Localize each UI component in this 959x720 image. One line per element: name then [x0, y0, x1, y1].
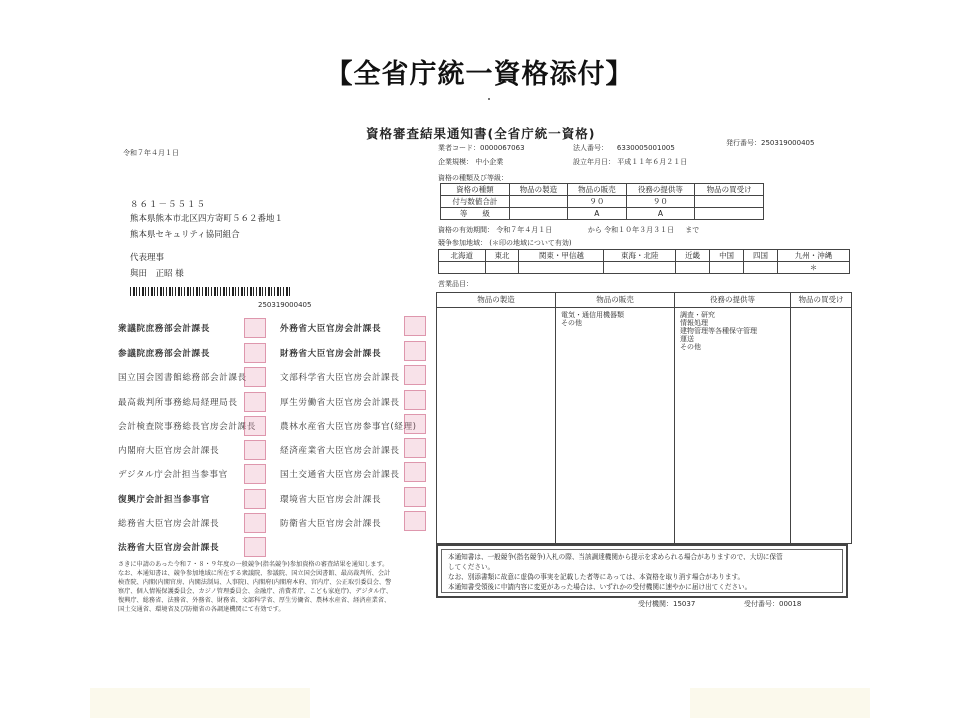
- issue-number-label: 発行番号：: [726, 139, 761, 147]
- clerk-left-2: 参議院庶務部会計課長: [118, 349, 210, 359]
- corporate-number-label: 法人番号：: [573, 144, 608, 152]
- qualification-heading: 資格の種類及び等級：: [438, 174, 508, 182]
- qualification-document: [108, 112, 854, 612]
- barcode-id: 250319000405: [258, 301, 312, 309]
- seal-stamp: [404, 487, 426, 507]
- reception-number-value: 00018: [779, 600, 802, 608]
- footnote-line: 検査院、内閣(内閣官房、内閣法制局、人事院)、内閣府(内閣府本府、宮内庁、公正取引委員会、警: [118, 579, 392, 586]
- list-item: その他: [561, 319, 582, 327]
- region-cell: 近畿: [676, 250, 710, 262]
- table-header-cell: 物品の製造: [509, 184, 567, 196]
- notice-date: 令和７年４月１日: [123, 149, 179, 157]
- region-mark: [676, 262, 710, 274]
- sales-header-services: 役務の提供等: [710, 295, 755, 304]
- divider: [790, 293, 791, 543]
- validity-from: 令和７年４月１日: [496, 226, 553, 234]
- table-row: [441, 196, 764, 208]
- divider: [555, 293, 556, 543]
- footnote-line: 察庁、個人情報保護委員会、カジノ管理委員会、金融庁、消費者庁、こども家庭庁)、デジタル庁、: [118, 588, 393, 595]
- clerk-left-6: 内閣府大臣官房会計課長: [118, 446, 220, 456]
- founding-date-label: 設立年月日：: [573, 158, 615, 166]
- notice-text: [441, 549, 843, 593]
- organization-name: 熊本県セキュリティ協同組合: [130, 230, 240, 240]
- seal-stamp: [404, 341, 426, 361]
- table-cell: ９０: [626, 196, 695, 208]
- document-title: 資格審査結果通知書(全省庁統一資格): [366, 126, 596, 141]
- list-item: 情報処理: [680, 319, 708, 327]
- clerk-left-5: 会計検査院事務総長官房会計課長: [118, 422, 256, 432]
- barcode: [130, 287, 290, 296]
- sales-items-label: 営業品目：: [438, 280, 473, 288]
- seal-stamp: [244, 489, 266, 509]
- clerk-right-1: 外務省大臣官房会計課長: [280, 324, 382, 334]
- seal-stamp: [404, 414, 426, 434]
- seal-stamp: [244, 392, 266, 412]
- vendor-code-label: 業者コード：: [438, 144, 480, 152]
- region-mark: [439, 262, 486, 274]
- table-cell: 等 級: [441, 208, 510, 220]
- divider: [674, 293, 675, 543]
- list-item: その他: [680, 343, 701, 351]
- table-cell: 付与数値合計: [441, 196, 510, 208]
- region-cell: 北海道: [439, 250, 486, 262]
- table-header-cell: 物品の買受け: [695, 184, 764, 196]
- table-row: [439, 262, 850, 274]
- seal-stamp: [244, 537, 266, 557]
- region-note: (＊印の地域について有効): [489, 239, 572, 247]
- region-mark: [710, 262, 744, 274]
- region-cell: 九州・沖縄: [777, 250, 849, 262]
- clerk-right-4: 厚生労働省大臣官房会計課長: [280, 398, 400, 408]
- reception-organization-value: 15037: [673, 600, 696, 608]
- region-label: 競争参加地域：: [438, 239, 487, 247]
- clerk-right-9: 防衛省大臣官房会計課長: [280, 519, 382, 529]
- table-cell: [695, 196, 764, 208]
- region-cell: 東海・北陸: [604, 250, 676, 262]
- company-size-value: 中小企業: [475, 158, 504, 166]
- list-item: 運送: [680, 335, 694, 343]
- validity-to: 令和１０年３月３１日: [604, 226, 675, 234]
- notice-line: なお、別添書類に故意に虚偽の事実を記載した者等にあっては、本資格を取り消す場合があります。: [448, 573, 745, 581]
- table-cell: A: [568, 208, 626, 220]
- seal-stamp: [244, 464, 266, 484]
- seal-stamp: [404, 511, 426, 531]
- footnote-line: さきに申請のあった令和７・８・９年度の一般競争(指名競争)参加資格の審査結果を通知します。: [118, 561, 389, 568]
- seal-stamp: [244, 367, 266, 387]
- list-item: 電気・通信用機器類: [561, 311, 624, 319]
- table-header-cell: 役務の提供等: [626, 184, 695, 196]
- region-cell: 中国: [710, 250, 744, 262]
- table-row: [441, 208, 764, 220]
- notice-line: 本通知書受領後に申請内容に変更があった場合は、いずれかの受付機関に速やかに届け出てください。: [448, 583, 752, 591]
- seal-stamp: [244, 513, 266, 533]
- address: 熊本県熊本市北区四方寄町５６２番地１: [130, 214, 284, 224]
- representative-name: 與田 正昭 様: [130, 269, 184, 279]
- corporate-number-value: 6330005001005: [616, 144, 675, 152]
- region-mark: ＊: [777, 262, 849, 274]
- region-mark: [744, 262, 778, 274]
- vendor-code-value: 0000067063: [480, 144, 525, 152]
- reception-organization: [638, 599, 695, 609]
- issue-number: [726, 138, 814, 148]
- region-cell: 東北: [485, 250, 519, 262]
- table-header-cell: 資格の種類: [441, 184, 510, 196]
- clerk-left-8: 復興庁会計担当参事官: [118, 495, 210, 505]
- seal-stamp: [244, 440, 266, 460]
- background-shade: [90, 688, 310, 718]
- region-mark: [519, 262, 604, 274]
- clerk-left-7: デジタル庁会計担当参事官: [118, 470, 228, 480]
- list-item: 建物管理等各種保守管理: [680, 327, 757, 335]
- background-shade: [690, 688, 870, 718]
- founding-date: [573, 157, 687, 167]
- table-cell: ９０: [568, 196, 626, 208]
- scan-speck: [488, 98, 490, 100]
- reception-number: [744, 599, 801, 609]
- seal-stamp: [404, 390, 426, 410]
- validity-label: 資格の有効期間：: [438, 226, 494, 234]
- divider: [437, 307, 851, 308]
- reception-number-label: 受付番号：: [744, 600, 779, 608]
- seal-stamp: [404, 462, 426, 482]
- table-cell: [509, 208, 567, 220]
- table-header-cell: 物品の販売: [568, 184, 626, 196]
- seal-stamp: [244, 343, 266, 363]
- region-mark: [485, 262, 519, 274]
- corporate-number: [573, 143, 675, 153]
- representative-title: 代表理事: [130, 253, 165, 263]
- seal-stamp: [244, 416, 266, 436]
- notice-line: 本通知書は、一般競争(指名競争)入札の際、当該調達機関から提示を求められる場合がありますので、大切に保管: [448, 553, 783, 561]
- region-cell: 関東・甲信越: [519, 250, 604, 262]
- region-cell: 四国: [744, 250, 778, 262]
- sales-header-goods: 物品の販売: [596, 295, 634, 304]
- validity-period: [438, 225, 699, 235]
- region-table: [438, 249, 850, 274]
- services-item-list: [680, 311, 757, 351]
- footnote: [118, 560, 392, 614]
- list-item: 調査・研究: [680, 311, 715, 319]
- qualification-table: [440, 183, 764, 220]
- seal-stamp: [404, 438, 426, 458]
- validity-from-suffix: から: [587, 226, 602, 234]
- page-title: 【全省庁統一資格添付】: [325, 59, 634, 90]
- founding-date-value: 平成１１年６月２１日: [617, 158, 688, 166]
- validity-to-suffix: まで: [685, 226, 700, 234]
- sales-header-purchase: 物品の買受け: [798, 295, 844, 304]
- notice-box: [436, 544, 848, 598]
- region-mark: [604, 262, 676, 274]
- table-cell: [695, 208, 764, 220]
- sales-header-manufacture: 物品の製造: [477, 295, 515, 304]
- company-size-label: 企業規模：: [438, 158, 473, 166]
- clerk-left-10: 法務省大臣官房会計課長: [118, 543, 220, 553]
- postal-code: ８６１－５５１５: [130, 200, 207, 210]
- seal-stamp: [404, 316, 426, 336]
- goods-item-list: [561, 311, 624, 327]
- notice-line: してください。: [448, 563, 495, 571]
- table-cell: [509, 196, 567, 208]
- vendor-code: [438, 143, 525, 153]
- clerk-left-3: 国立国会図書館総務部会計課長: [118, 373, 247, 383]
- seal-stamp: [404, 365, 426, 385]
- issue-number-value: 250319000405: [761, 139, 815, 147]
- clerk-left-4: 最高裁判所事務総局経理局長: [118, 398, 238, 408]
- clerk-right-7: 国土交通省大臣官房会計課長: [280, 470, 400, 480]
- sales-items-table: [436, 292, 852, 544]
- table-row: [439, 250, 850, 262]
- clerk-right-2: 財務省大臣官房会計課長: [280, 349, 382, 359]
- clerk-left-1: 衆議院庶務部会計課長: [118, 324, 210, 334]
- footnote-line: 復興庁、総務省、法務省、外務省、財務省、文部科学省、厚生労働省、農林水産省、経済産業省、: [118, 597, 391, 604]
- clerk-right-3: 文部科学省大臣官房会計課長: [280, 373, 400, 383]
- clerk-left-9: 総務省大臣官房会計課長: [118, 519, 220, 529]
- table-row: [441, 184, 764, 196]
- clerk-right-6: 経済産業省大臣官房会計課長: [280, 446, 400, 456]
- table-cell: A: [626, 208, 695, 220]
- clerk-right-8: 環境省大臣官房会計課長: [280, 495, 382, 505]
- region-heading: [438, 238, 572, 248]
- company-size: [438, 157, 503, 167]
- seal-stamp: [244, 318, 266, 338]
- footnote-line: 国土交通省、環境省及び防衛省の各調達機関にて有効です。: [118, 606, 285, 613]
- footnote-line: なお、本通知書は、競争参加地域に所在する衆議院、参議院、国立国会図書館、最高裁判所、会計: [118, 570, 391, 577]
- clerk-right-5: 農林水産省大臣官房参事官(経理): [280, 422, 417, 432]
- reception-organization-label: 受付機関：: [638, 600, 673, 608]
